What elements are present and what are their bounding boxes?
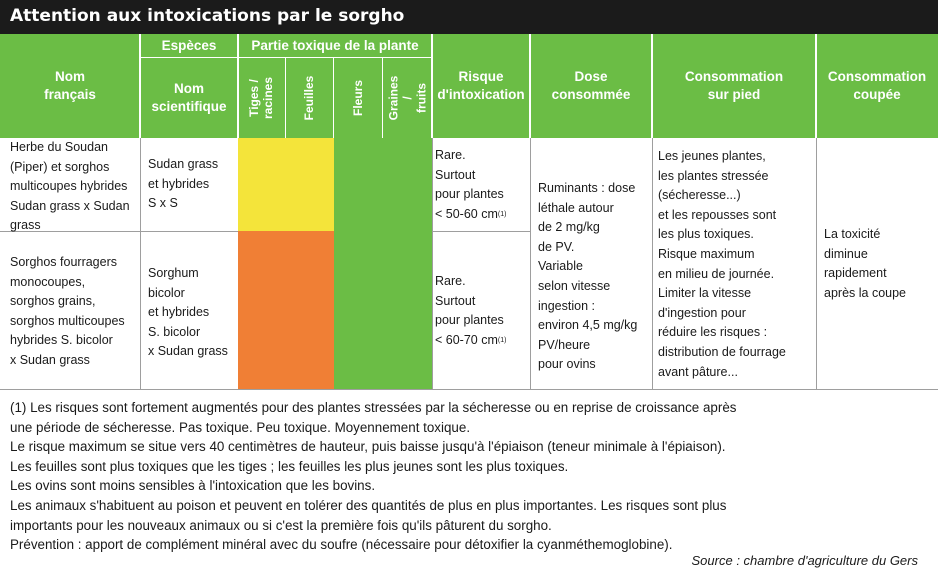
header-divider [651,34,653,138]
row1-nom-scientifique: Sudan grass et hybrides S x S [148,157,219,211]
header-graines-label: Graines / fruits [385,75,428,121]
header-divider [285,58,286,138]
header-divider [382,58,383,138]
row1-risque [435,146,529,224]
header-consommation-coupee: Consommation coupée [816,34,938,138]
header-feuilles-label: Feuilles [302,75,317,121]
row2-risque-text: Rare. Surtout pour plantes < 60-70 cm [435,274,504,347]
header-divider [140,57,432,58]
header-dose: Dose consommée [530,34,652,138]
title-bar [0,0,938,34]
footnotes: (1) Les risques sont fortement augmentés pour des plantes stressées par la sécheresse ou en reprise de croissance après une période de sécheresse. Pas toxique. Peu toxique. Moyennement toxique. Le risque maximum se situe vers 40 centimètres de hauteur, puis baisse jusqu'à l'épiaison (teneur minimale à l'épiaison). Les feuilles sont plus toxiques que les tiges ; les feuilles les plus jeunes sont les plus toxiques. Les ovins sont moins sensibles à l'intoxication que les bovins. Les animaux s'habituent au poison et peuvent en tolérer des quantités de plus en plus importantes. Les risques sont plus importants pour les nouveaux animaux ou si c'est la première fois qu'ils pâturent du sorgho. Prévention : apport de complément minéral avec du soufre (nécessaire pour détoxifier la cyanméthemoglobine). [10,400,737,553]
source-credit: Source : chambre d'agriculture du Gers [691,553,918,568]
table-bottom-line [0,389,938,390]
toxicity-fleurs-graines [334,138,432,389]
header-divider [139,34,141,138]
header-graines [383,58,432,138]
header-divider [237,34,239,138]
row2-nom-francais: Sorghos fourragers monocoupes, sorghos grains, sorghos multicoupes hybrides S. bicolor x Sudan grass [10,255,125,367]
row-divider [432,231,530,232]
header-divider [529,34,531,138]
header-especes: Espèces [140,34,238,58]
row1-risque-text: Rare. Surtout pour plantes < 50-60 cm [435,148,504,221]
header-risque: Risque d'intoxication [432,34,530,138]
row1-risque-note: (1) [497,210,507,218]
column-divider [530,138,531,389]
dose-text: Ruminants : dose léthale autour de 2 mg/kg de PV. Variable selon vitesse ingestion : environ 4,5 mg/kg PV/heure pour ovins [538,181,638,372]
header-tiges-label: Tiges / racines [247,76,275,120]
row2-risque-note: (1) [497,336,507,344]
header-divider [815,34,817,138]
column-divider [816,138,817,389]
row2-risque [435,272,529,350]
consommation-coupee-text: La toxicité diminue rapidement après la coupe [824,227,907,300]
column-divider [140,138,141,389]
row1-nom-francais: Herbe du Soudan (Piper) et sorghos multicoupes hybrides Sudan grass x Sudan grass [10,140,130,233]
header-partie-toxique: Partie toxique de la plante [238,34,432,58]
header-fleurs-label: Fleurs [350,79,365,117]
header-fleurs [334,58,383,138]
header-nom-scientifique: Nom scientifique [140,58,238,138]
column-divider [432,138,433,389]
page-title: Attention aux intoxications par le sorgho [10,6,405,26]
header-divider [431,34,433,138]
toxicity-tiges-row1 [238,138,334,231]
header-consommation-pied: Consommation sur pied [652,34,816,138]
row2-nom-scientifique: Sorghum bicolor et hybrides S. bicolor x Sudan grass [148,266,228,359]
header-divider [333,58,334,138]
header-feuilles [286,58,334,138]
header-nom-francais: Nom français [0,34,140,138]
consommation-pied-text: Les jeunes plantes, les plantes stressée (sécheresse...) et les repousses sont les plus toxiques. Risque maximum en milieu de journée. Limiter la vitesse d'ingestion pour réduire les risques : distribution de fourrage avant pâture... [658,149,786,379]
toxicity-tiges-row2 [238,231,334,389]
column-divider [652,138,653,389]
header-tiges [238,58,286,138]
